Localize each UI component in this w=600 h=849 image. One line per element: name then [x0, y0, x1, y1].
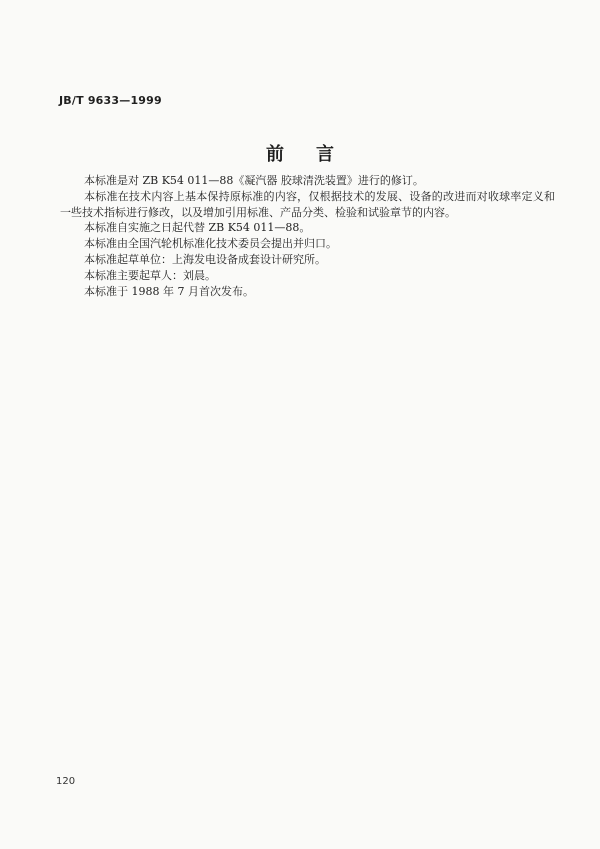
- title-char-1: 前: [266, 144, 284, 165]
- title-char-2: 言: [316, 144, 334, 165]
- paragraph-drafters: 本标准主要起草人：刘晨。: [84, 268, 216, 282]
- foreword-body: [60, 173, 555, 299]
- paragraph-drafting-unit: 本标准起草单位：上海发电设备成套设计研究所。: [84, 252, 326, 266]
- paragraph-technical-content: 本标准在技术内容上基本保持原标准的内容，仅根据技术的发展、设备的改进而对收球率定义和一些技术指标进行修改，以及增加引用标准、产品分类、检验和试验章节的内容。: [60, 189, 555, 219]
- paragraph-replacement: 本标准自实施之日起代替 ZB K54 011—88。: [84, 221, 311, 235]
- paragraph-revision: 本标准是对 ZB K54 011—88《凝汽器 胶球清洗装置》进行的修订。: [84, 174, 424, 187]
- paragraph-proposer: 本标准由全国汽轮机标准化技术委员会提出并归口。: [84, 237, 337, 251]
- standard-code: JB/T 9633—1999: [59, 94, 162, 107]
- paragraph-first-issue: 本标准于 1988 年 7 月首次发布。: [84, 284, 254, 298]
- page-number: 120: [56, 776, 76, 787]
